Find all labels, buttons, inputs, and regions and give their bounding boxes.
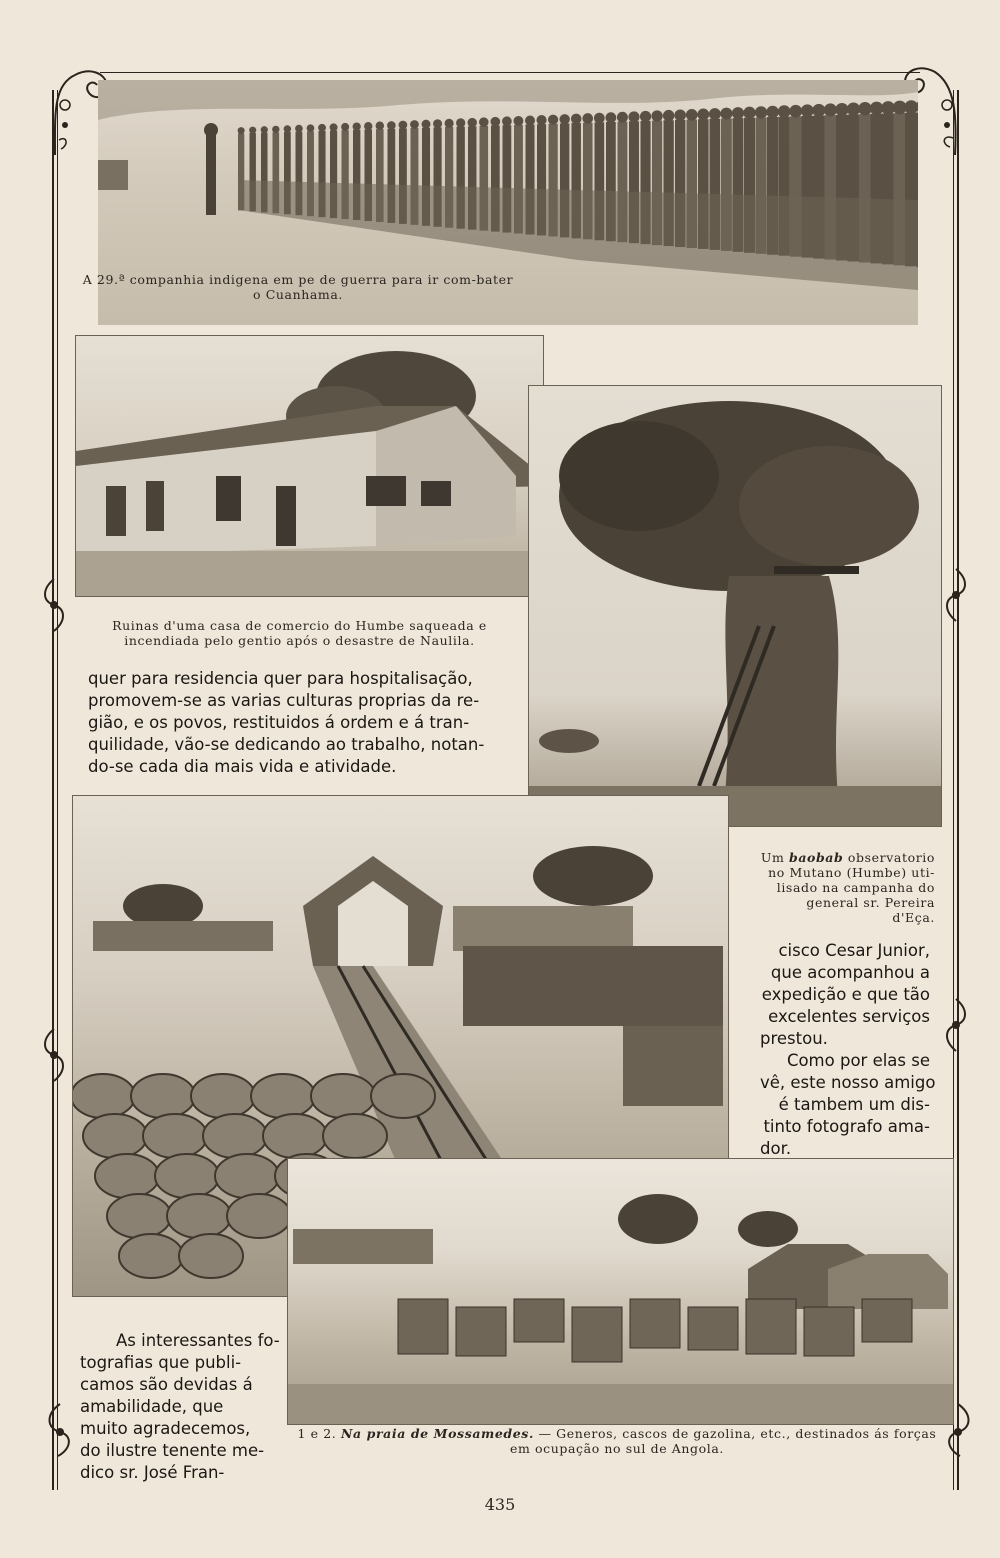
soldier-head — [422, 120, 431, 129]
text-line: cisco Cesar Junior, — [778, 941, 930, 960]
soldier-head — [858, 102, 871, 115]
text-line: do-se cada dia mais vida e atividade. — [88, 757, 397, 776]
crate-stack — [514, 1299, 564, 1342]
frame-top-border — [100, 72, 920, 73]
soldier-head — [697, 109, 709, 121]
body-text-block-1 — [88, 668, 518, 778]
corner-ornament-bottom-left — [40, 1400, 80, 1460]
baobab-caption-line: no Mutano (Humbe) uti- — [768, 865, 935, 880]
baobab-caption-italic: baobab — [788, 850, 844, 865]
mossamedes-caption-prefix: 1 e 2. — [297, 1426, 337, 1441]
baobab-caption-word: observatorio — [847, 850, 935, 865]
soldier-head — [410, 120, 419, 129]
text-line: excelentes serviços — [768, 1007, 930, 1026]
body-text-block-3 — [80, 1330, 280, 1484]
soldier-head — [847, 103, 860, 116]
soldier-head — [651, 110, 662, 121]
text-line: Como por elas se — [786, 1051, 930, 1070]
soldier-head — [307, 124, 315, 132]
mossamedes-caption-rest: — Generos, cascos de gazolina, etc., destinados ás forças em ocupação no sul de Angola. — [510, 1426, 937, 1456]
text-line: dor. — [760, 1139, 792, 1158]
soldier-head — [536, 115, 546, 125]
soldier-head — [479, 117, 489, 127]
text-line: é tambem um dis- — [778, 1095, 930, 1114]
barrel — [311, 1074, 375, 1118]
barrel — [251, 1074, 315, 1118]
text-line: vê, este nosso amigo — [760, 1073, 936, 1092]
side-ornament-right — [940, 565, 972, 625]
text-line: quilidade, vão-se dedicando ao trabalho, notan- — [88, 735, 485, 754]
text-line: promovem-se as varias culturas proprias da re- — [88, 691, 480, 710]
baobab-caption-word: Um — [760, 850, 785, 865]
side-ornament-left — [38, 575, 70, 635]
soldier-head — [594, 113, 605, 124]
crate-stack — [862, 1299, 912, 1342]
soldier-head — [491, 117, 501, 127]
crate-stack — [746, 1299, 796, 1354]
soldier-head — [617, 112, 628, 123]
soldier-head — [330, 123, 338, 131]
ruins-caption-text: Ruinas d'uma casa de comercio do Humbe saqueada e incendiada pelo gentio após o desastre de Naulila. — [112, 618, 487, 648]
mossamedes-caption — [297, 1426, 937, 1456]
soldier-head — [835, 103, 848, 116]
soldier-head — [812, 104, 825, 117]
barrel — [371, 1074, 435, 1118]
soldier-head — [686, 109, 698, 121]
text-line: que acompanhou a — [770, 963, 930, 982]
crate-stack — [804, 1307, 854, 1356]
barrel — [155, 1154, 219, 1198]
barrel — [263, 1114, 327, 1158]
troops-caption-text: A 29.ª companhia indigena em pe de guerra para ir com-bater o Cuanhama. — [82, 272, 514, 302]
soldier-head — [640, 111, 651, 122]
soldier-head — [789, 105, 802, 118]
page-number: 435 — [484, 1495, 516, 1514]
baobab-photo — [528, 385, 942, 827]
soldier-head — [341, 123, 349, 131]
soldier-head — [548, 115, 558, 125]
text-line: As interessantes fo- — [116, 1331, 280, 1350]
barrel — [227, 1194, 291, 1238]
soldier-head — [514, 116, 524, 126]
frame-left-border — [52, 90, 54, 1490]
soldier-head — [318, 124, 326, 132]
soldier-head — [824, 103, 837, 116]
soldier-head — [284, 125, 291, 132]
soldier-head — [801, 104, 814, 117]
text-line: quer para residencia quer para hospitalisação, — [88, 669, 473, 688]
soldier-head — [249, 127, 256, 134]
soldier-head — [295, 125, 303, 133]
soldier-head — [674, 109, 686, 121]
soldier-head — [238, 127, 245, 134]
baobab-caption-line: general sr. Pereira — [806, 895, 935, 910]
baobab-caption-line: d'Eça. — [892, 910, 935, 925]
text-line: gião, e os povos, restituidos á ordem e á tran- — [88, 713, 470, 732]
barrel — [73, 1074, 135, 1118]
soldier-head — [353, 122, 361, 130]
soldier-head — [778, 105, 791, 118]
text-line: do ilustre tenente me- — [80, 1441, 265, 1460]
ruins-photo — [75, 335, 544, 597]
soldier-head — [376, 122, 384, 130]
soldier-head — [605, 112, 616, 123]
soldier-head — [720, 108, 732, 120]
soldier-head — [261, 126, 268, 133]
text-line: amabilidade, que — [80, 1397, 224, 1416]
soldier-head — [559, 114, 569, 124]
soldier-head — [709, 108, 721, 120]
soldier-head — [456, 118, 465, 127]
barrel — [107, 1194, 171, 1238]
soldier-head — [399, 121, 408, 130]
crate-stack — [456, 1307, 506, 1356]
soldier-head — [468, 118, 477, 127]
soldier-head — [743, 107, 755, 119]
body-text-block-2 — [760, 940, 936, 1160]
baobab-caption-line: lisado na campanha do — [776, 880, 935, 895]
soldier-head — [732, 107, 744, 119]
barrel — [203, 1114, 267, 1158]
crate-stack — [688, 1307, 738, 1350]
barrel — [95, 1154, 159, 1198]
mossamedes-caption-title: Na praia de Mossamedes. — [340, 1426, 534, 1441]
barrel — [83, 1114, 147, 1158]
frame-right-border — [957, 90, 959, 1490]
text-line: tinto fotografo ama- — [763, 1117, 930, 1136]
barrel — [179, 1234, 243, 1278]
mossamedes-photo — [287, 1158, 954, 1425]
crate-stack — [630, 1299, 680, 1348]
crate-stack — [572, 1307, 622, 1362]
barrel — [191, 1074, 255, 1118]
frame-left-border-inner — [57, 90, 58, 1490]
soldier-head — [387, 121, 396, 130]
crate-stack — [398, 1299, 448, 1354]
barrel — [143, 1114, 207, 1158]
text-line: expedição e que tão — [761, 985, 930, 1004]
soldier-head — [582, 113, 593, 124]
soldier-head — [571, 114, 581, 124]
soldier-head — [755, 106, 767, 118]
soldier-head — [766, 106, 779, 119]
soldier-head — [502, 116, 512, 126]
soldier-head — [525, 116, 535, 126]
baobab-caption — [760, 850, 935, 925]
soldier-head — [272, 126, 279, 133]
text-line: tografias que publi- — [80, 1353, 242, 1372]
side-ornament-right-lower — [940, 995, 972, 1055]
barrel — [119, 1234, 183, 1278]
ruins-caption — [92, 618, 507, 648]
barrel — [131, 1074, 195, 1118]
barrel — [215, 1154, 279, 1198]
soldier-head — [663, 110, 674, 121]
text-line: camos são devidas á — [80, 1375, 253, 1394]
soldier-head — [445, 119, 454, 128]
text-line: dico sr. José Fran- — [80, 1463, 225, 1482]
troops-caption — [78, 272, 518, 302]
barrel — [323, 1114, 387, 1158]
side-ornament-left-lower — [38, 1025, 70, 1085]
text-line: prestou. — [760, 1029, 828, 1048]
soldier-head — [364, 122, 372, 130]
soldier-head — [433, 119, 442, 128]
soldier-head — [628, 111, 639, 122]
barrel — [167, 1194, 231, 1238]
text-line: muito agradecemos, — [80, 1419, 251, 1438]
